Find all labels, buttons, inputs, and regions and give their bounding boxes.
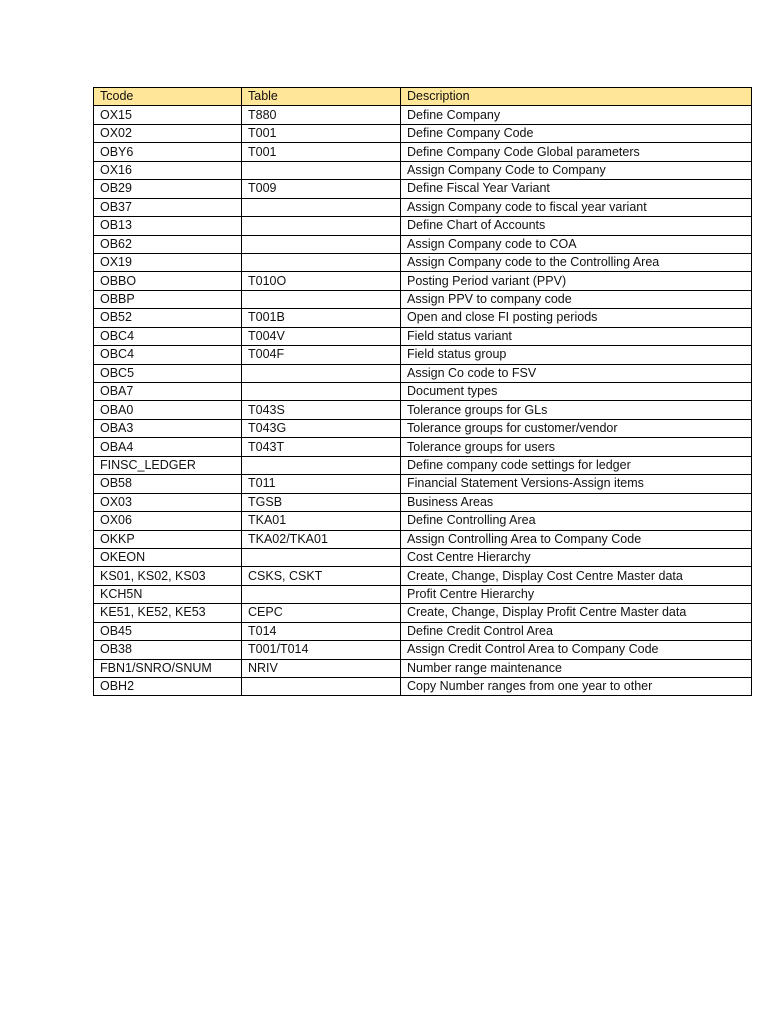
table-row (94, 622, 752, 640)
cell-description: Tolerance groups for users (401, 438, 752, 456)
cell-tcode: OKEON (94, 548, 242, 566)
cell-table (242, 290, 401, 308)
cell-table: T001/T014 (242, 641, 401, 659)
cell-table: CEPC (242, 604, 401, 622)
cell-table (242, 253, 401, 271)
table-row (94, 456, 752, 474)
cell-tcode: FINSC_LEDGER (94, 456, 242, 474)
cell-table: T001 (242, 143, 401, 161)
cell-description: Open and close FI posting periods (401, 309, 752, 327)
table-row (94, 604, 752, 622)
cell-description: Define Chart of Accounts (401, 217, 752, 235)
table-row (94, 530, 752, 548)
cell-description: Financial Statement Versions-Assign items (401, 475, 752, 493)
cell-table: T004V (242, 327, 401, 345)
cell-tcode: OBA0 (94, 401, 242, 419)
cell-description: Assign Credit Control Area to Company Code (401, 641, 752, 659)
cell-description: Assign Company code to COA (401, 235, 752, 253)
cell-tcode: OB13 (94, 217, 242, 235)
table-row (94, 401, 752, 419)
cell-description: Create, Change, Display Cost Centre Master data (401, 567, 752, 585)
tcode-table (93, 87, 752, 696)
cell-tcode: OX19 (94, 253, 242, 271)
cell-table: T009 (242, 180, 401, 198)
cell-tcode: OBH2 (94, 678, 242, 696)
cell-description: Profit Centre Hierarchy (401, 585, 752, 603)
cell-table (242, 217, 401, 235)
cell-tcode: OBC5 (94, 364, 242, 382)
cell-description: Posting Period variant (PPV) (401, 272, 752, 290)
cell-tcode: FBN1/SNRO/SNUM (94, 659, 242, 677)
header-row (94, 88, 752, 106)
cell-table (242, 678, 401, 696)
cell-tcode: OB38 (94, 641, 242, 659)
cell-description: Assign Company Code to Company (401, 161, 752, 179)
table-row (94, 641, 752, 659)
table-row (94, 290, 752, 308)
cell-table (242, 456, 401, 474)
cell-tcode: OBBP (94, 290, 242, 308)
cell-description: Tolerance groups for customer/vendor (401, 419, 752, 437)
table-row (94, 383, 752, 401)
table-row (94, 585, 752, 603)
cell-table (242, 364, 401, 382)
table-row (94, 659, 752, 677)
table-row (94, 198, 752, 216)
cell-table: T880 (242, 106, 401, 124)
cell-tcode: OB52 (94, 309, 242, 327)
cell-description: Assign PPV to company code (401, 290, 752, 308)
table-row (94, 327, 752, 345)
table-row (94, 309, 752, 327)
cell-tcode: OB37 (94, 198, 242, 216)
cell-table: TKA02/TKA01 (242, 530, 401, 548)
cell-tcode: OB29 (94, 180, 242, 198)
cell-description: Define Credit Control Area (401, 622, 752, 640)
cell-table (242, 383, 401, 401)
cell-table: T001B (242, 309, 401, 327)
cell-table: T011 (242, 475, 401, 493)
cell-description: Define Company (401, 106, 752, 124)
cell-description: Copy Number ranges from one year to other (401, 678, 752, 696)
cell-table: T001 (242, 124, 401, 142)
cell-table (242, 161, 401, 179)
cell-description: Define Company Code Global parameters (401, 143, 752, 161)
cell-tcode: OX15 (94, 106, 242, 124)
table-row (94, 678, 752, 696)
cell-description: Define Controlling Area (401, 512, 752, 530)
cell-tcode: OB58 (94, 475, 242, 493)
table-row (94, 161, 752, 179)
cell-tcode: OBA3 (94, 419, 242, 437)
table-header (94, 88, 752, 106)
table-row (94, 364, 752, 382)
cell-table: T043S (242, 401, 401, 419)
cell-description: Business Areas (401, 493, 752, 511)
table-body (94, 106, 752, 696)
cell-table (242, 235, 401, 253)
table-row (94, 235, 752, 253)
cell-tcode: OBC4 (94, 327, 242, 345)
table-row (94, 217, 752, 235)
cell-table: T004F (242, 346, 401, 364)
cell-description: Number range maintenance (401, 659, 752, 677)
header-table: Table (242, 88, 401, 106)
table-row (94, 419, 752, 437)
table-row (94, 346, 752, 364)
header-tcode: Tcode (94, 88, 242, 106)
cell-table: TKA01 (242, 512, 401, 530)
cell-table (242, 198, 401, 216)
cell-table (242, 585, 401, 603)
cell-tcode: OBA7 (94, 383, 242, 401)
cell-tcode: OX03 (94, 493, 242, 511)
table-row (94, 180, 752, 198)
table-row (94, 548, 752, 566)
cell-tcode: OBY6 (94, 143, 242, 161)
cell-description: Assign Company code to the Controlling Area (401, 253, 752, 271)
cell-description: Define Company Code (401, 124, 752, 142)
cell-description: Field status variant (401, 327, 752, 345)
cell-description: Field status group (401, 346, 752, 364)
cell-tcode: KE51, KE52, KE53 (94, 604, 242, 622)
cell-description: Cost Centre Hierarchy (401, 548, 752, 566)
cell-description: Assign Controlling Area to Company Code (401, 530, 752, 548)
table-row (94, 106, 752, 124)
cell-description: Assign Co code to FSV (401, 364, 752, 382)
cell-tcode: OKKP (94, 530, 242, 548)
table-row (94, 438, 752, 456)
table-row (94, 124, 752, 142)
table-row (94, 493, 752, 511)
cell-tcode: OBA4 (94, 438, 242, 456)
table-row (94, 475, 752, 493)
cell-description: Create, Change, Display Profit Centre Master data (401, 604, 752, 622)
cell-tcode: OBBO (94, 272, 242, 290)
cell-table: T043T (242, 438, 401, 456)
cell-description: Assign Company code to fiscal year variant (401, 198, 752, 216)
header-description: Description (401, 88, 752, 106)
cell-table: T014 (242, 622, 401, 640)
cell-description: Define Fiscal Year Variant (401, 180, 752, 198)
cell-tcode: OX16 (94, 161, 242, 179)
cell-description: Tolerance groups for GLs (401, 401, 752, 419)
table-row (94, 253, 752, 271)
cell-table: NRIV (242, 659, 401, 677)
table-row (94, 567, 752, 585)
table-row (94, 143, 752, 161)
cell-table: CSKS, CSKT (242, 567, 401, 585)
cell-description: Define company code settings for ledger (401, 456, 752, 474)
cell-table (242, 548, 401, 566)
cell-table: T043G (242, 419, 401, 437)
cell-description: Document types (401, 383, 752, 401)
table-row (94, 512, 752, 530)
cell-tcode: OB62 (94, 235, 242, 253)
table-row (94, 272, 752, 290)
cell-tcode: KS01, KS02, KS03 (94, 567, 242, 585)
cell-table: T010O (242, 272, 401, 290)
cell-tcode: OX02 (94, 124, 242, 142)
cell-tcode: OX06 (94, 512, 242, 530)
cell-tcode: OB45 (94, 622, 242, 640)
cell-table: TGSB (242, 493, 401, 511)
cell-tcode: OBC4 (94, 346, 242, 364)
cell-tcode: KCH5N (94, 585, 242, 603)
